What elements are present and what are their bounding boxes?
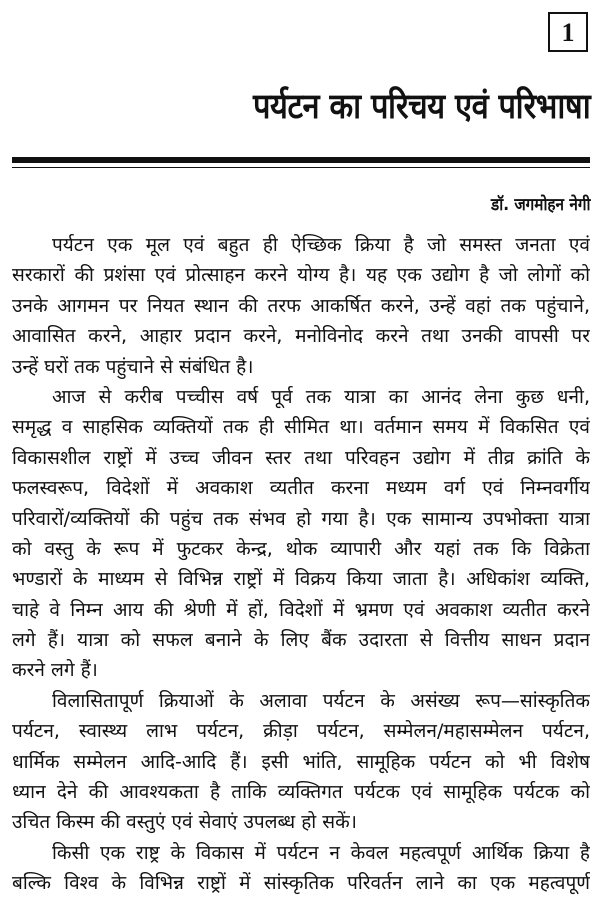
paragraph: [12, 686, 590, 838]
text-line: उचित किस्म की वस्तुएं एवं सेवाएं उपलब्ध हो सकें।: [12, 811, 357, 834]
text-line: बल्कि विश्व के विभिन्न राष्ट्रों में सांस्कृतिक परिवर्तन लाने का एक महत्वपूर्ण: [12, 872, 590, 895]
author-name: डॉ. जगमोहन नेगी: [490, 195, 590, 215]
text-line: परिवारों/व्यक्तियों की पहुंच तक संभव हो गया है। एक सामान्य उपभोक्ता यात्रा: [12, 507, 590, 530]
text-line: सरकारों की प्रशंसा एवं प्रोत्साहन करने योग्य है। यह एक उद्योग है जो लोगों को: [12, 264, 590, 287]
paragraph: [12, 230, 590, 382]
chapter-title: पर्यटन का परिचय एवं परिभाषा: [252, 87, 590, 127]
text-line: करने लगे हैं।: [12, 659, 98, 682]
text-line: विलासितापूर्ण क्रियाओं के अलावा पर्यटन के असंख्य रूप—सांस्कृतिक: [52, 689, 590, 712]
text-line: उनके आगमन पर नियत स्थान की तरफ आकर्षित करने, उन्हें वहां तक पहुंचाने,: [12, 294, 590, 317]
title-rule-thick: [12, 157, 590, 163]
text-line: किसी एक राष्ट्र के विकास में पर्यटन न केवल महत्वपूर्ण आर्थिक क्रिया है: [52, 841, 590, 864]
text-line: आज से करीब पच्चीस वर्ष पूर्व तक यात्रा का आनंद लेना कुछ धनी,: [52, 385, 590, 408]
text-line: भण्डारों के माध्यम से विभिन्न राष्ट्रों में विक्रय किया जाता है। अधिकांश व्यक्ति,: [12, 568, 590, 591]
text-line: लगे हैं। यात्रा को सफल बनाने के लिए बैंक उदारता से वित्तीय साधन प्रदान: [12, 629, 590, 652]
text-line: समृद्ध व साहसिक व्यक्तियों तक ही सीमित था। वर्तमान समय में विकसित एवं: [12, 416, 590, 439]
text-line: उन्हें घरों तक पहुंचाने से संबंधित है।: [12, 355, 254, 378]
text-line: विकासशील राष्ट्रों में उच्च जीवन स्तर तथा परिवहन उद्योग में तीव्र क्रांति के: [12, 446, 590, 469]
paragraph: [12, 838, 590, 899]
text-line: फलस्वरूप, विदेशों में अवकाश व्यतीत करना मध्यम वर्ग एवं निम्नवर्गीय: [12, 477, 590, 500]
text-line: चाहे वे निम्न आय की श्रेणी में हों, विदेशों में भ्रमण एवं अवकाश व्यतीत करने: [12, 598, 590, 621]
text-line: पर्यटन, स्वास्थ्य लाभ पर्यटन, क्रीड़ा पर्यटन, सम्मेलन/महासम्मेलन पर्यटन,: [12, 720, 590, 743]
text-line: आवासित करने, आहार प्रदान करने, मनोविनोद करने तथा उनकी वापसी पर: [12, 325, 590, 348]
text-line: पर्यटन एक मूल एवं बहुत ही ऐच्छिक क्रिया है जो समस्त जनता एवं: [52, 234, 590, 256]
text-line: ध्यान देने की आवश्यकता है ताकि व्यक्तिगत पर्यटक एवं सामूहिक पर्यटक को: [12, 781, 590, 804]
chapter-number-box: 1: [548, 12, 588, 52]
title-rule-thin: [12, 167, 590, 168]
paragraph: [12, 382, 590, 686]
body-text: [12, 230, 590, 899]
text-line: धार्मिक सम्मेलन आदि-आदि हैं। इसी भांति, सामूहिक पर्यटन को भी विशेष: [12, 750, 590, 773]
text-line: को वस्तु के रूप में फुटकर केन्द्र, थोक व्यापारी और यहां तक कि विक्रेता: [12, 537, 590, 560]
